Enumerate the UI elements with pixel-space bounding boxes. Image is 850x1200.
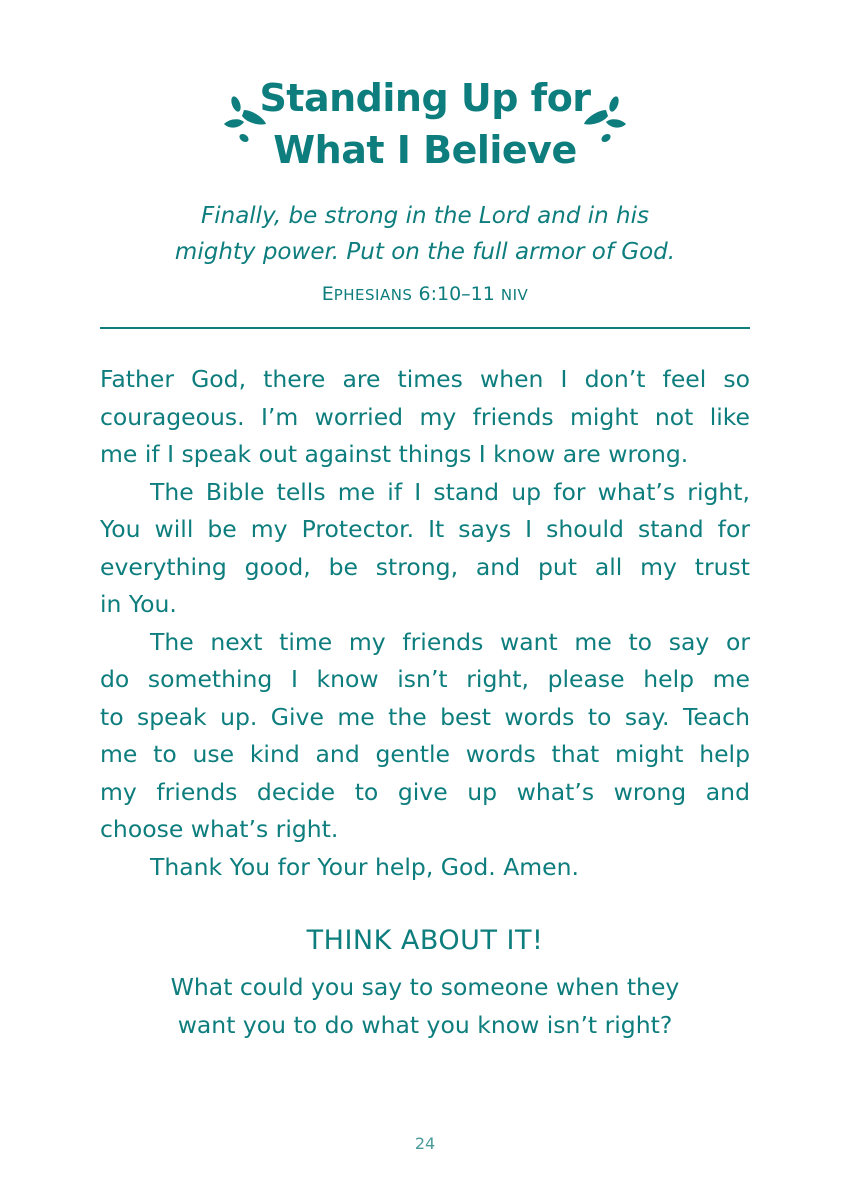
scripture-reference: [100, 281, 750, 308]
prayer-line: my friends decide to give up what’s wrong and: [100, 777, 750, 806]
reference-numbers: 6:10–11: [418, 283, 495, 305]
page-title: [0, 72, 850, 176]
title-line-1: Standing Up for: [259, 76, 591, 120]
page-number: 24: [414, 1134, 436, 1153]
title-line-2: What I Believe: [273, 128, 577, 172]
reference-book: PHESIANS: [333, 286, 413, 304]
prayer-line: to speak up. Give me the best words to say. Teach: [100, 702, 750, 731]
prayer-line: me to use kind and gentle words that might help: [100, 740, 750, 768]
prayer-line: The Bible tells me if I stand up for what’s right,: [150, 477, 750, 506]
prayer-line: do something I know isn’t right, please help me: [100, 665, 750, 693]
prayer-line: me if I speak out against things I know are wrong.: [100, 440, 689, 468]
prayer-line: everything good, be strong, and put all my trust: [100, 552, 750, 581]
think-about-it-question: [100, 968, 750, 1044]
prayer-line: courageous. I’m worried my friends might not like: [100, 402, 750, 431]
verse-line-1: Finally, be strong in the Lord and in his: [201, 203, 649, 229]
reference-version: NIV: [500, 286, 529, 304]
prayer-text: [100, 361, 750, 886]
right-leaf-flourish-icon: [582, 96, 628, 146]
prayer-line: Father God, there are times when I don’t feel so: [100, 365, 750, 393]
prayer-line: The next time my friends want me to say or: [150, 627, 750, 656]
question-line-1: What could you say to someone when they: [170, 973, 680, 1001]
think-about-it-heading: THINK ABOUT IT!: [306, 925, 544, 956]
prayer-line: Thank You for Your help, God. Amen.: [150, 852, 579, 881]
verse-line-2: mighty power. Put on the full armor of God.: [174, 239, 676, 265]
prayer-line: You will be my Protector. It says I should stand for: [100, 515, 750, 543]
reference-initial: E: [321, 283, 334, 305]
prayer-line: choose what’s right.: [100, 815, 339, 843]
scripture-verse: [100, 198, 750, 270]
section-divider: [100, 327, 750, 329]
prayer-line: in You.: [100, 590, 177, 618]
question-line-2: want you to do what you know isn’t right?: [177, 1011, 673, 1039]
